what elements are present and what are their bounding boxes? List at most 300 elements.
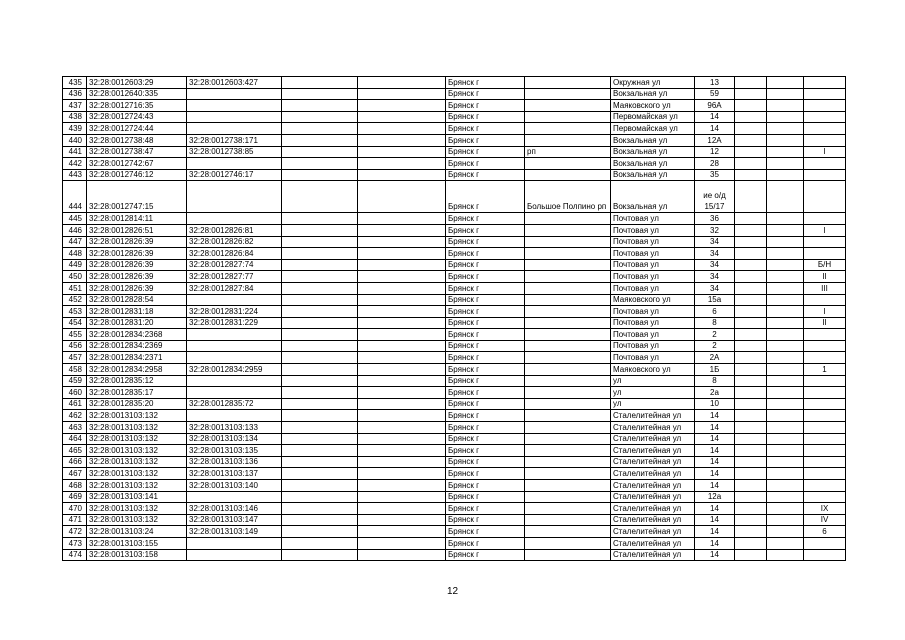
registry-table — [62, 76, 846, 561]
table-cell: Брянск г — [446, 282, 525, 294]
table-cell — [358, 146, 446, 158]
table-cell: 460 — [63, 387, 87, 399]
table-cell — [804, 537, 846, 549]
table-cell — [282, 422, 358, 434]
table-cell: 32:28:0013103:132 — [87, 456, 187, 468]
table-cell — [735, 445, 767, 457]
table-cell — [525, 340, 611, 352]
table-cell: 448 — [63, 248, 87, 260]
table-cell — [735, 456, 767, 468]
table-cell: 32:28:0012826:84 — [187, 248, 282, 260]
table-cell: Брянск г — [446, 236, 525, 248]
table-cell — [358, 224, 446, 236]
table-cell — [804, 352, 846, 364]
table-cell: Почтовая ул — [611, 236, 695, 248]
table-cell — [358, 248, 446, 260]
table-cell: 32:28:0012834:2368 — [87, 329, 187, 341]
table-cell — [282, 433, 358, 445]
table-cell — [767, 146, 804, 158]
table-cell: 14 — [695, 123, 735, 135]
table-cell: Брянск г — [446, 526, 525, 538]
table-cell — [358, 282, 446, 294]
table-cell — [282, 387, 358, 399]
table-cell: 445 — [63, 213, 87, 225]
table-row — [63, 158, 846, 170]
table-cell — [804, 111, 846, 123]
table-row — [63, 422, 846, 434]
table-row — [63, 526, 846, 538]
table-cell — [358, 526, 446, 538]
table-cell — [767, 375, 804, 387]
table-cell: 14 — [695, 537, 735, 549]
table-cell — [358, 456, 446, 468]
table-cell: 32:28:0013103:132 — [87, 410, 187, 422]
table-cell: 32:28:0012826:82 — [187, 236, 282, 248]
table-cell — [358, 398, 446, 410]
table-cell — [282, 445, 358, 457]
table-cell: Почтовая ул — [611, 306, 695, 318]
table-cell — [804, 294, 846, 306]
table-cell: Почтовая ул — [611, 340, 695, 352]
table-cell — [735, 329, 767, 341]
table-cell: Почтовая ул — [611, 224, 695, 236]
table-cell — [804, 410, 846, 422]
table-cell: 466 — [63, 456, 87, 468]
table-cell: Почтовая ул — [611, 248, 695, 260]
table-cell — [282, 514, 358, 526]
table-cell: 32:28:0012826:39 — [87, 259, 187, 271]
table-cell: Брянск г — [446, 387, 525, 399]
table-cell: 32:28:0012814:11 — [87, 213, 187, 225]
table-cell: I — [804, 146, 846, 158]
table-cell — [358, 352, 446, 364]
table-cell: 14 — [695, 514, 735, 526]
table-cell — [804, 445, 846, 457]
table-row — [63, 387, 846, 399]
table-cell: 14 — [695, 480, 735, 492]
table-cell — [804, 375, 846, 387]
table-cell — [767, 88, 804, 100]
table-cell — [735, 88, 767, 100]
table-cell: 32:28:0012831:20 — [87, 317, 187, 329]
table-cell: 32:28:0012826:39 — [87, 282, 187, 294]
table-cell: 32:28:0012742:67 — [87, 158, 187, 170]
table-cell: Сталелитейная ул — [611, 503, 695, 515]
table-cell — [358, 134, 446, 146]
table-cell: Б/Н — [804, 259, 846, 271]
table-cell: Сталелитейная ул — [611, 549, 695, 561]
table-cell: Брянск г — [446, 456, 525, 468]
table-cell: Брянск г — [446, 271, 525, 283]
table-cell — [767, 317, 804, 329]
table-cell: Брянск г — [446, 491, 525, 503]
table-cell — [282, 181, 358, 213]
table-cell — [358, 77, 446, 89]
table-cell — [187, 375, 282, 387]
table-cell — [282, 111, 358, 123]
table-cell: 36 — [695, 213, 735, 225]
table-cell — [187, 88, 282, 100]
table-cell: 32:28:0013103:132 — [87, 445, 187, 457]
table-cell: 446 — [63, 224, 87, 236]
table-cell: Вокзальная ул — [611, 158, 695, 170]
table-cell: 32:28:0013103:24 — [87, 526, 187, 538]
table-cell — [767, 77, 804, 89]
table-cell — [804, 329, 846, 341]
table-cell — [804, 340, 846, 352]
table-cell: 462 — [63, 410, 87, 422]
table-cell: Брянск г — [446, 433, 525, 445]
table-row — [63, 282, 846, 294]
table-cell — [358, 329, 446, 341]
table-cell: Вокзальная ул — [611, 146, 695, 158]
table-cell: 32:28:0012826:51 — [87, 224, 187, 236]
table-cell: 32:28:0012835:17 — [87, 387, 187, 399]
table-cell: 32:28:0012834:2958 — [87, 364, 187, 376]
table-cell: 457 — [63, 352, 87, 364]
table-row — [63, 294, 846, 306]
table-cell — [282, 317, 358, 329]
table-cell: 469 — [63, 491, 87, 503]
table-cell: 474 — [63, 549, 87, 561]
table-cell — [358, 514, 446, 526]
table-cell: Брянск г — [446, 294, 525, 306]
table-cell — [282, 526, 358, 538]
table-cell: 436 — [63, 88, 87, 100]
table-cell — [735, 468, 767, 480]
table-cell: 452 — [63, 294, 87, 306]
table-cell — [525, 123, 611, 135]
table-cell — [282, 224, 358, 236]
table-cell — [767, 100, 804, 112]
table-cell — [767, 422, 804, 434]
table-cell — [735, 526, 767, 538]
table-cell — [282, 282, 358, 294]
table-row — [63, 146, 846, 158]
table-cell: Сталелитейная ул — [611, 514, 695, 526]
table-cell — [358, 259, 446, 271]
table-cell — [735, 503, 767, 515]
table-cell — [525, 88, 611, 100]
table-cell — [804, 236, 846, 248]
table-cell — [525, 410, 611, 422]
table-cell — [187, 549, 282, 561]
table-cell — [804, 422, 846, 434]
table-row — [63, 352, 846, 364]
table-row — [63, 317, 846, 329]
table-cell: 32:28:0012826:81 — [187, 224, 282, 236]
table-cell: 438 — [63, 111, 87, 123]
table-cell — [767, 387, 804, 399]
table-cell — [735, 398, 767, 410]
table-cell — [282, 100, 358, 112]
table-cell: 32:28:0012746:12 — [87, 169, 187, 181]
table-cell: 12А — [695, 134, 735, 146]
table-cell — [525, 398, 611, 410]
table-cell: Брянск г — [446, 398, 525, 410]
table-cell — [804, 181, 846, 213]
table-row — [63, 445, 846, 457]
table-cell — [282, 340, 358, 352]
table-cell — [525, 433, 611, 445]
table-cell — [735, 422, 767, 434]
table-cell — [525, 158, 611, 170]
table-cell: I — [804, 306, 846, 318]
table-cell — [525, 468, 611, 480]
table-cell: 13 — [695, 77, 735, 89]
table-cell: Сталелитейная ул — [611, 468, 695, 480]
table-cell — [358, 445, 446, 457]
table-cell: Сталелитейная ул — [611, 537, 695, 549]
table-cell: 32:28:0012603:427 — [187, 77, 282, 89]
table-cell — [525, 329, 611, 341]
table-cell: 32:28:0013103:132 — [87, 503, 187, 515]
table-cell: 440 — [63, 134, 87, 146]
table-cell: IX — [804, 503, 846, 515]
table-cell — [282, 329, 358, 341]
table-row — [63, 100, 846, 112]
table-row — [63, 123, 846, 135]
table-cell — [767, 236, 804, 248]
table-cell — [804, 456, 846, 468]
table-cell: 437 — [63, 100, 87, 112]
table-cell: 2 — [695, 340, 735, 352]
table-cell — [282, 491, 358, 503]
table-cell: 14 — [695, 111, 735, 123]
table-cell: 28 — [695, 158, 735, 170]
table-cell: 32:28:0012834:2369 — [87, 340, 187, 352]
table-cell: Брянск г — [446, 224, 525, 236]
table-cell — [358, 294, 446, 306]
table-cell: Вокзальная ул — [611, 169, 695, 181]
table-cell — [525, 387, 611, 399]
table-row — [63, 236, 846, 248]
table-cell — [735, 146, 767, 158]
table-cell — [282, 123, 358, 135]
table-cell: Почтовая ул — [611, 259, 695, 271]
table-cell: 32:28:0013103:155 — [87, 537, 187, 549]
table-cell: 34 — [695, 236, 735, 248]
table-cell: 32:28:0012835:20 — [87, 398, 187, 410]
table-cell: ул — [611, 375, 695, 387]
table-cell: 32:28:0013103:132 — [87, 480, 187, 492]
table-cell — [358, 317, 446, 329]
table-cell — [804, 77, 846, 89]
table-cell — [282, 294, 358, 306]
table-cell — [525, 352, 611, 364]
table-row — [63, 468, 846, 480]
table-cell — [282, 549, 358, 561]
table-row — [63, 537, 846, 549]
table-cell — [735, 213, 767, 225]
table-cell: Брянск г — [446, 503, 525, 515]
table-cell: 473 — [63, 537, 87, 549]
table-cell — [735, 294, 767, 306]
table-cell: 32:28:0013103:141 — [87, 491, 187, 503]
table-cell: Сталелитейная ул — [611, 433, 695, 445]
table-cell: 14 — [695, 549, 735, 561]
table-cell — [525, 111, 611, 123]
table-cell: 32:28:0012716:35 — [87, 100, 187, 112]
table-cell: 32:28:0012826:39 — [87, 248, 187, 260]
table-cell — [525, 306, 611, 318]
table-cell — [358, 422, 446, 434]
table-cell: 32:28:0012738:85 — [187, 146, 282, 158]
table-cell: 8 — [695, 317, 735, 329]
table-cell — [282, 169, 358, 181]
table-cell: Брянск г — [446, 134, 525, 146]
table-cell — [282, 88, 358, 100]
table-cell: 465 — [63, 445, 87, 457]
table-cell — [525, 537, 611, 549]
table-cell: Брянск г — [446, 422, 525, 434]
table-cell — [187, 410, 282, 422]
table-cell — [282, 213, 358, 225]
table-cell: 14 — [695, 468, 735, 480]
table-cell — [767, 526, 804, 538]
table-cell: Сталелитейная ул — [611, 456, 695, 468]
table-cell: Брянск г — [446, 375, 525, 387]
table-cell — [767, 491, 804, 503]
table-cell — [187, 537, 282, 549]
table-cell — [735, 364, 767, 376]
table-cell — [735, 537, 767, 549]
table-cell — [767, 248, 804, 260]
table-cell — [767, 294, 804, 306]
table-cell — [358, 100, 446, 112]
table-cell: IV — [804, 514, 846, 526]
table-cell — [767, 433, 804, 445]
table-cell: 32:28:0012738:171 — [187, 134, 282, 146]
table-cell: ул — [611, 398, 695, 410]
table-row — [63, 259, 846, 271]
table-cell: 32:28:0013103:147 — [187, 514, 282, 526]
table-cell — [735, 282, 767, 294]
table-cell: 32:28:0012826:39 — [87, 271, 187, 283]
table-cell — [735, 248, 767, 260]
table-cell: 32:28:0013103:146 — [187, 503, 282, 515]
table-cell — [767, 158, 804, 170]
table-cell: Брянск г — [446, 259, 525, 271]
table-cell: 435 — [63, 77, 87, 89]
table-cell — [735, 169, 767, 181]
table-cell: 14 — [695, 456, 735, 468]
table-cell — [525, 134, 611, 146]
table-row — [63, 271, 846, 283]
table-cell: Вокзальная ул — [611, 88, 695, 100]
table-cell — [767, 410, 804, 422]
table-cell — [358, 158, 446, 170]
table-cell — [735, 352, 767, 364]
table-cell — [804, 387, 846, 399]
table-cell — [525, 514, 611, 526]
table-cell: 1 — [804, 364, 846, 376]
table-cell — [804, 491, 846, 503]
table-cell: II — [804, 271, 846, 283]
table-cell: Большое Полпино рп — [525, 181, 611, 213]
table-cell: 470 — [63, 503, 87, 515]
table-cell — [735, 271, 767, 283]
table-cell: 32 — [695, 224, 735, 236]
table-cell: 454 — [63, 317, 87, 329]
table-cell: Брянск г — [446, 549, 525, 561]
table-row — [63, 491, 846, 503]
table-cell: Брянск г — [446, 329, 525, 341]
table-cell: Почтовая ул — [611, 213, 695, 225]
table-cell — [767, 306, 804, 318]
table-cell — [525, 271, 611, 283]
table-cell — [282, 271, 358, 283]
table-cell — [525, 100, 611, 112]
table-row — [63, 480, 846, 492]
table-cell — [525, 282, 611, 294]
table-cell: Брянск г — [446, 123, 525, 135]
table-cell: 32:28:0012603:29 — [87, 77, 187, 89]
table-cell: 2А — [695, 352, 735, 364]
table-cell — [187, 181, 282, 213]
table-cell: Брянск г — [446, 306, 525, 318]
table-cell: Маяковского ул — [611, 100, 695, 112]
table-cell: 459 — [63, 375, 87, 387]
table-cell — [525, 503, 611, 515]
table-cell: Брянск г — [446, 317, 525, 329]
table-cell: III — [804, 282, 846, 294]
table-cell: 34 — [695, 282, 735, 294]
table-row — [63, 77, 846, 89]
table-cell — [804, 158, 846, 170]
table-cell: 14 — [695, 410, 735, 422]
table-cell — [767, 480, 804, 492]
table-cell: 449 — [63, 259, 87, 271]
table-cell — [525, 445, 611, 457]
table-cell: 32:28:0013103:132 — [87, 433, 187, 445]
table-cell: 451 — [63, 282, 87, 294]
table-cell — [525, 491, 611, 503]
table-cell: 14 — [695, 445, 735, 457]
table-cell: 32:28:0013103:132 — [87, 422, 187, 434]
table-cell — [358, 236, 446, 248]
table-cell: 6 — [804, 526, 846, 538]
table-cell — [767, 224, 804, 236]
table-cell: Сталелитейная ул — [611, 410, 695, 422]
table-cell — [358, 387, 446, 399]
table-cell: 32:28:0012828:54 — [87, 294, 187, 306]
table-cell: 439 — [63, 123, 87, 135]
table-cell — [282, 537, 358, 549]
table-cell: 32:28:0012831:224 — [187, 306, 282, 318]
table-row — [63, 111, 846, 123]
table-row — [63, 514, 846, 526]
table-cell — [282, 375, 358, 387]
table-cell — [187, 329, 282, 341]
table-cell — [282, 480, 358, 492]
table-cell: 32:28:0013103:133 — [187, 422, 282, 434]
table-cell: 463 — [63, 422, 87, 434]
table-cell — [282, 158, 358, 170]
table-cell: Брянск г — [446, 480, 525, 492]
table-cell — [525, 259, 611, 271]
table-cell — [804, 248, 846, 260]
table-row — [63, 224, 846, 236]
table-cell — [735, 111, 767, 123]
table-row — [63, 398, 846, 410]
table-cell: 12а — [695, 491, 735, 503]
table-cell — [187, 158, 282, 170]
table-cell — [767, 123, 804, 135]
table-cell: Брянск г — [446, 445, 525, 457]
table-row — [63, 88, 846, 100]
table-cell: 32:28:0012826:39 — [87, 236, 187, 248]
